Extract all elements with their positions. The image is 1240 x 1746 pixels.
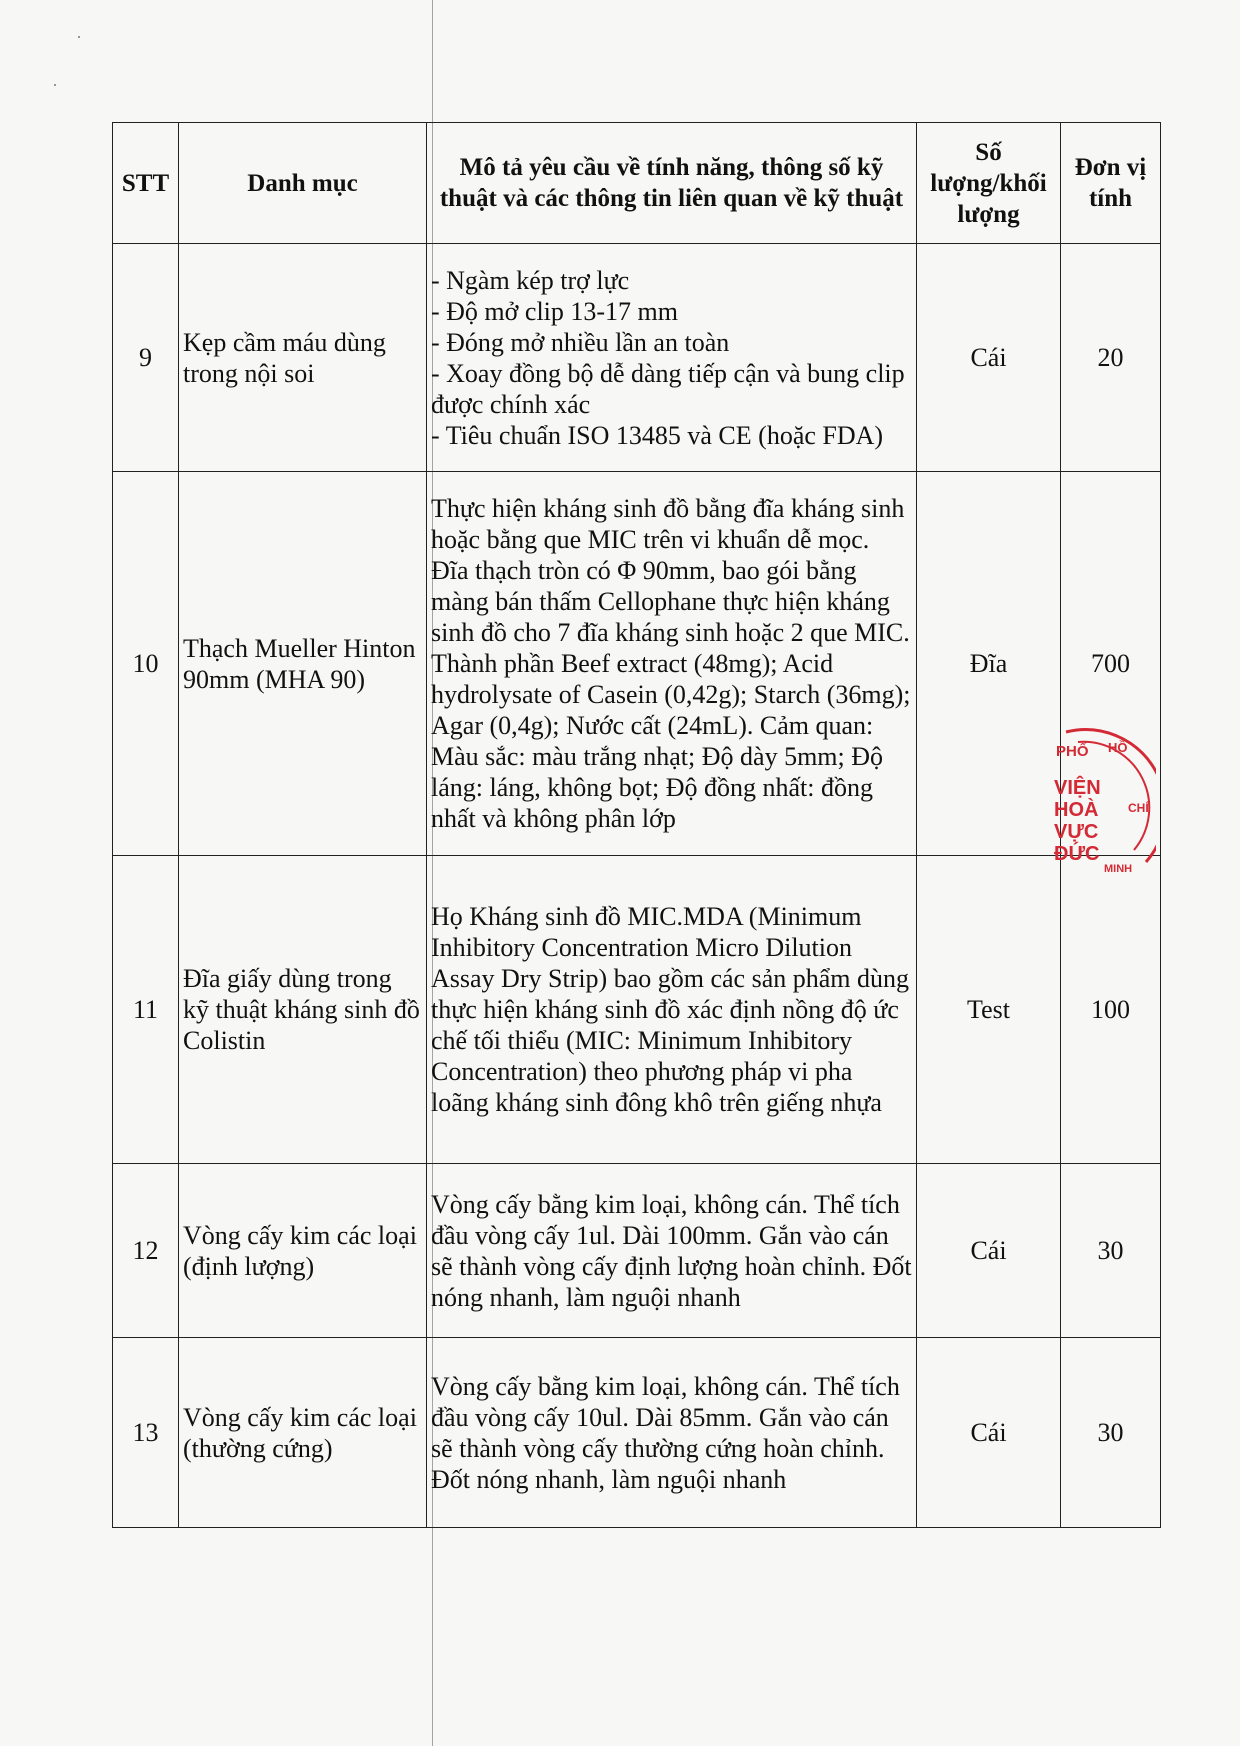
row-quantity: 30	[1061, 1164, 1161, 1338]
row-stt: 10	[113, 472, 179, 856]
row-quantity: 20	[1061, 244, 1161, 472]
table-row	[113, 1164, 1161, 1338]
scan-speck	[54, 84, 56, 86]
table-row	[113, 472, 1161, 856]
table-row	[113, 1338, 1161, 1528]
row-unit: Test	[917, 856, 1061, 1164]
row-description: Họ Kháng sinh đồ MIC.MDA (Minimum Inhibitory Concentration Micro Dilution Assay Dry Strip) bao gồm các sản phẩm dùng thực hiện kháng sinh đồ xác định nồng độ ức chế tối thiểu (MIC: Minimum Inhibitory Concentration) theo phương pháp vi pha loãng kháng sinh đông khô trên giếng nhựa	[427, 856, 917, 1164]
header-stt: STT	[113, 123, 179, 244]
row-category: Thạch Mueller Hinton 90mm (MHA 90)	[179, 472, 427, 856]
seal-text: ĐỨC	[1054, 843, 1100, 865]
row-stt: 9	[113, 244, 179, 472]
row-unit: Cái	[917, 1164, 1061, 1338]
table-row	[113, 856, 1161, 1164]
header-description: Mô tả yêu cầu về tính năng, thông số kỹ thuật và các thông tin liên quan về kỹ thuật	[427, 123, 917, 244]
row-description: Vòng cấy bằng kim loại, không cán. Thể tích đầu vòng cấy 10ul. Dài 85mm. Gắn vào cán sẽ thành vòng cấy thường cứng hoàn chỉnh. Đốt nóng nhanh, làm nguội nhanh	[427, 1338, 917, 1528]
description-line: - Đóng mở nhiều lần an toàn	[431, 327, 730, 357]
row-stt: 12	[113, 1164, 179, 1338]
row-quantity: 700	[1061, 472, 1161, 856]
seal-text: CHÍ	[1128, 801, 1149, 815]
header-category: Danh mục	[179, 123, 427, 244]
description-line: - Ngàm kép trợ lực	[431, 265, 630, 295]
row-description	[427, 244, 917, 472]
row-stt: 13	[113, 1338, 179, 1528]
row-category: Vòng cấy kim các loại (thường cứng)	[179, 1338, 427, 1528]
row-description: Vòng cấy bằng kim loại, không cán. Thể tích đầu vòng cấy 1ul. Dài 100mm. Gắn vào cán sẽ thành vòng cấy định lượng hoàn chỉnh. Đốt nóng nhanh, làm nguội nhanh	[427, 1164, 917, 1338]
row-category: Kẹp cầm máu dùng trong nội soi	[179, 244, 427, 472]
row-unit: Cái	[917, 244, 1061, 472]
description-line: - Xoay đồng bộ dễ dàng tiếp cận và bung clip được chính xác	[431, 358, 905, 419]
row-stt: 11	[113, 856, 179, 1164]
seal-text: PHỐ	[1056, 743, 1089, 760]
seal-text: MINH	[1104, 863, 1133, 875]
table-row	[113, 244, 1161, 472]
specification-table	[112, 122, 1161, 1528]
header-quantity: Số lượng/khối lượng	[917, 123, 1061, 244]
row-category: Đĩa giấy dùng trong kỹ thuật kháng sinh đồ Colistin	[179, 856, 427, 1164]
row-unit: Cái	[917, 1338, 1061, 1528]
row-unit: Đĩa	[917, 472, 1061, 856]
header-unit: Đơn vị tính	[1061, 123, 1161, 244]
seal-text: HOÀ	[1054, 799, 1099, 821]
row-quantity: 30	[1061, 1338, 1161, 1528]
description-line: - Độ mở clip 13-17 mm	[431, 296, 678, 326]
row-quantity: 100	[1061, 856, 1161, 1164]
row-category: Vòng cấy kim các loại (định lượng)	[179, 1164, 427, 1338]
seal-text: VIỆN	[1054, 777, 1101, 799]
header-row	[113, 123, 1161, 244]
seal-text: VỰC	[1054, 821, 1099, 843]
scan-speck	[78, 36, 80, 38]
row-description: Thực hiện kháng sinh đồ bằng đĩa kháng sinh hoặc bằng que MIC trên vi khuẩn dễ mọc. Đĩa thạch tròn có Φ 90mm, bao gói bằng màng bán thấm Cellophane thực hiện kháng sinh đồ cho 7 đĩa kháng sinh hoặc 2 que MIC. Thành phần Beef extract (48mg); Acid hydrolysate of Casein (0,42g); Starch (36mg); Agar (0,4g); Nước cất (24mL). Cảm quan: Màu sắc: màu trắng nhạt; Độ dày 5mm; Độ láng: láng, không bọt; Độ đồng nhất: đồng nhất và không phân lớp	[427, 472, 917, 856]
description-line: - Tiêu chuẩn ISO 13485 và CE (hoặc FDA)	[431, 420, 884, 450]
seal-text: HỒ	[1108, 740, 1128, 755]
